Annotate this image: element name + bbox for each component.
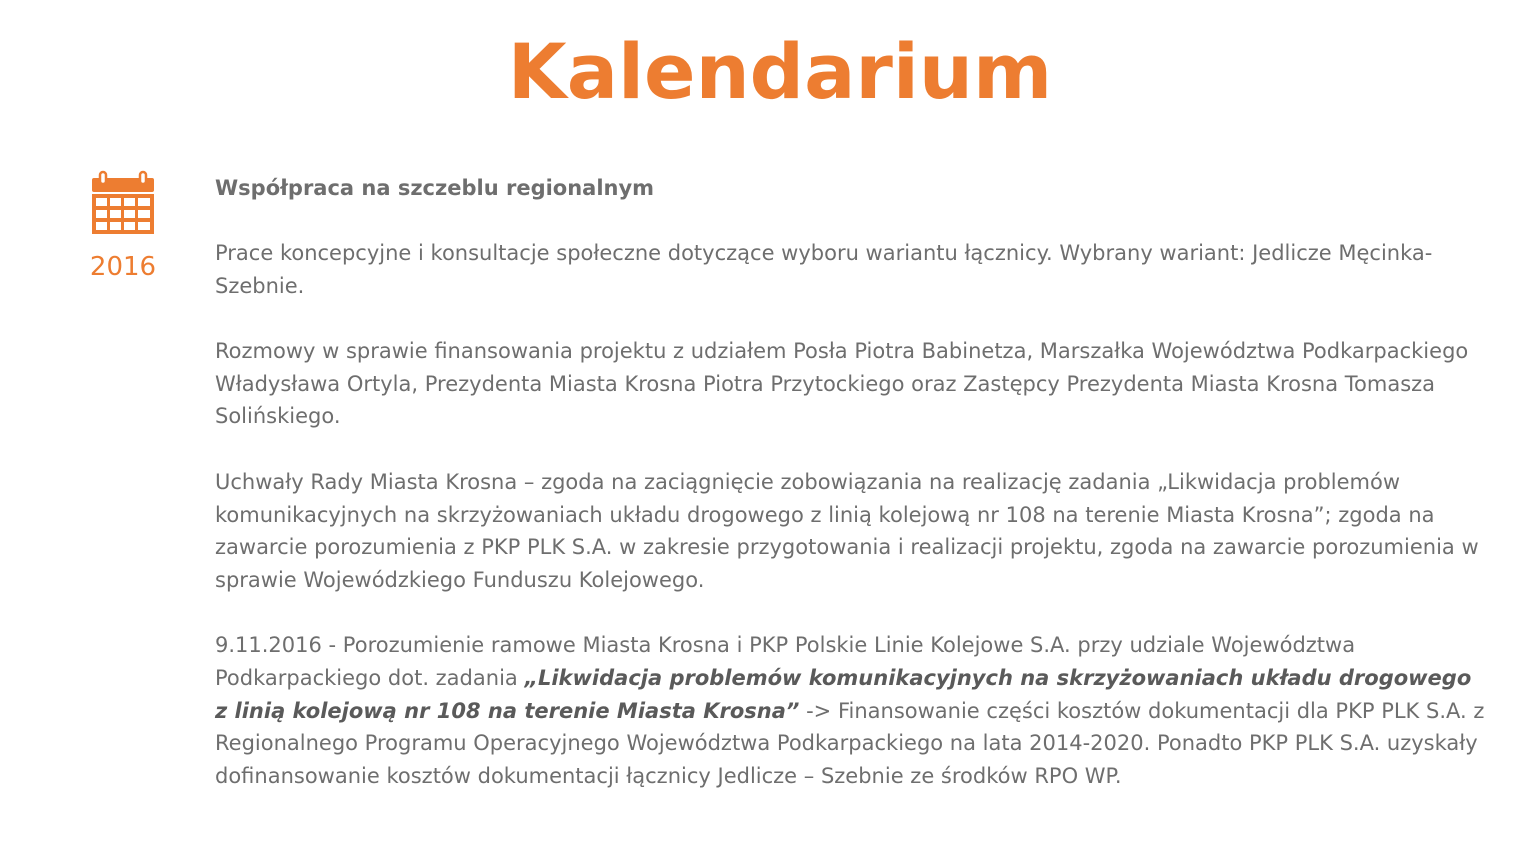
paragraph-1: Prace koncepcyjne i konsultacje społeczne dotyczące wyboru wariantu łącznicy. Wybrany wariant: Jedlicze Męcinka-Szebnie. [215, 241, 1433, 298]
calendar-icon [90, 170, 156, 236]
paragraph-2: Rozmowy w sprawie finansowania projektu z udziałem Posła Piotra Babinetza, Marszałka Województwa Podkarpackiego Władysława Ortyla, Prezydenta Miasta Krosna Piotra Przytockiego oraz Zastępcy Prezydenta Miasta Krosna Tomasza Solińskiego. [215, 339, 1469, 429]
year-label: 2016 [89, 252, 157, 282]
paragraph-3: Uchwały Rady Miasta Krosna – zgoda na zaciągnięcie zobowiązania na realizację zadania „Likwidacja problemów komunikacyjnych na skrzyżowaniach układu drogowego z linią kolejową nr 108 na terenie Miasta Krosna”; zgoda na zawarcie porozumienia z PKP PLK S.A. w zakresie przygotowania i realizacji projektu, zgoda na zawarcie porozumienia w sprawie Wojewódzkiego Funduszu Kolejowego. [215, 469, 1479, 592]
content-area [215, 172, 1485, 792]
paragraph-4-end: -> Finansowanie części kosztów dokumentacji dla PKP PLK S.A. z Regionalnego Programu Operacyjnego Województwa Podkarpackiego na lata 2014-2020. Ponadto PKP PLK S.A. uzyskały dofinansowanie kosztów dokumentacji łącznicy Jedlicze – Szebnie ze środków RPO WP. [215, 698, 1485, 788]
page-title: Kalendarium [507, 27, 1053, 116]
paragraph-4 [215, 629, 1485, 792]
paragraph-4-start: 9.11.2016 - Porozumienie ramowe Miasta Krosna i PKP Polskie Linie Kolejowe S.A. przy udziale Województwa Podkarpackiego dot. zadania [215, 633, 1356, 690]
paragraph-4-emphasis: „Likwidacja problemów komunikacyjnych na skrzyżowaniach układu drogowego z linią kolejową nr 108 na terenie Miasta Krosna” [215, 665, 1472, 723]
section-heading: Współpraca na szczeblu regionalnym [215, 176, 655, 200]
